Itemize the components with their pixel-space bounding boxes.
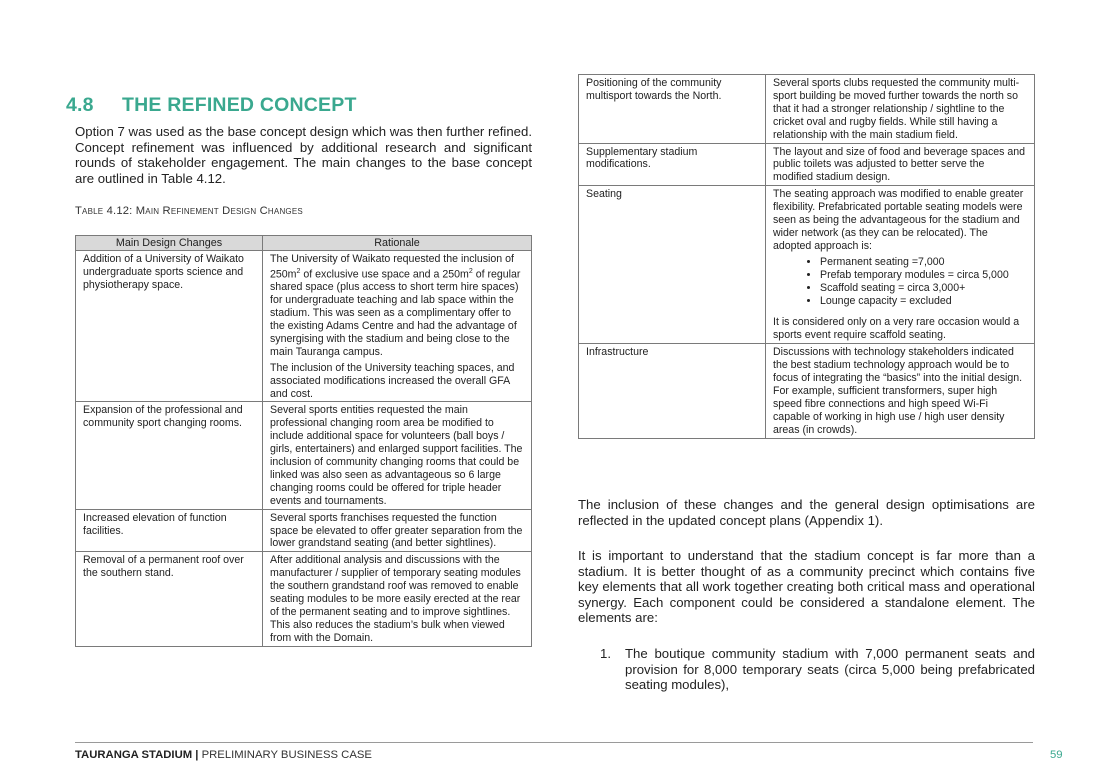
change-cell: Positioning of the community multisport towards the North. [579,75,766,144]
change-cell: Removal of a permanent roof over the southern stand. [76,552,263,646]
rationale-paragraph: The University of Waikato requested the inclusion of $250m^2$ of exclusive use space and a $250m^2$ of regular shared space (plus access to short term hire spaces) for undergraduate teaching and lab space within the stadium. This was seen as a complimentary offer to the existing Adams Centre and had the advantage of synergising with the stadium and being close to the main Tauranga campus. [270,252,521,358]
rationale-cell: Several sports franchises requested the function space be elevated to offer greater separation from the lower grandstand seating (and better sightlines). [263,509,532,552]
list-item [578,646,1035,693]
list-item-number: 1. [600,646,611,661]
footer-divider [75,742,1033,743]
body-paragraph: The inclusion of these changes and the general design optimisations are reflected in the updated concept plans (Appendix 1). [578,497,1035,528]
rationale-cell: The layout and size of food and beverage spaces and public toilets was adjusted to better serve the modified stadium design. [766,143,1035,186]
section-number: 4.8 [66,94,94,116]
design-changes-table [75,235,532,647]
table-caption: Table 4.12: Main Refinement Design Changes [75,205,303,217]
rationale-cell: After additional analysis and discussions with the manufacturer / supplier of temporary seating modules the southern grandstand roof was removed to enable seating modules to be more easily erected at the rear of the permanent seating and to improve sightlines. This also reduces the stadium’s bulk when viewed from with the Domain. [263,552,532,646]
elements-list [578,646,1035,693]
rationale-paragraph: It is considered only on a very rare occasion would a sports event require scaffold seating. [773,316,1020,342]
header-rationale: Rationale [263,236,532,251]
rationale-paragraph: The inclusion of the University teaching spaces, and associated modifications increased the overall GFA and cost. [270,361,515,400]
list-item-text: The boutique community stadium with 7,000 permanent seats and provision for 8,000 temporary seats (circa 5,000 being prefabricated seating modules), [625,646,1035,693]
footer-text: TAURANGA STADIUM | PRELIMINARY BUSINESS CASE [75,749,372,761]
rationale-paragraph: The seating approach was modified to enable greater flexibility. Prefabricated portable seating models were seen as being the advantageous for the stadium and wider network (as they can be relocated). The adopted approach is: [773,188,1024,252]
table-row [579,75,1035,144]
seating-bullet-list [773,256,1027,308]
change-cell: Expansion of the professional and community sport changing rooms. [76,402,263,509]
design-changes-table-continued [578,74,1035,439]
bullet-item: • Permanent seating =7,000 [820,256,1027,269]
section-title: THE REFINED CONCEPT [122,94,357,116]
table-row [76,250,532,402]
change-cell: Seating [579,186,766,344]
rationale-cell: Several sports entities requested the main professional changing room area be modified to include additional space for volunteers (ball boys / girls, entertainers) and enlarged support facilities. The inclusion of community changing rooms that could be linked was also seen as advantageous so 6 large changing rooms could be offered for triple header events and tournaments. [263,402,532,509]
change-cell: Addition of a University of Waikato undergraduate sports science and physiotherapy space. [76,250,263,402]
intro-paragraph: Option 7 was used as the base concept design which was then further refined. Concept refinement was influenced by additional research and significant rounds of stakeholder engagement. The main changes to the base concept are outlined in Table 4.12. [75,124,532,186]
change-cell: Increased elevation of function facilities. [76,509,263,552]
bullet-item: • Prefab temporary modules = circa 5,000 [820,269,1027,282]
rationale-cell [263,250,532,402]
section-heading [66,94,357,117]
page-number: 59 [1050,749,1063,761]
body-paragraph: It is important to understand that the stadium concept is far more than a stadium. It is better thought of as a community precinct which contains five key elements that all work together creating both critical mass and operational synergy. Each component could be considered a standalone element. The elements are: [578,548,1035,626]
rationale-cell: Several sports clubs requested the community multi-sport building be moved further towards the north so that it had a stronger relationship / sightline to the cricket oval and rugby fields. While still having a relationship with the main stadium field. [766,75,1035,144]
bullet-item: • Scaffold seating = circa 3,000+ [820,282,1027,295]
rationale-cell [766,186,1035,344]
table-header-row [76,236,532,251]
table-row [579,344,1035,438]
table-row [76,552,532,646]
change-cell: Supplementary stadium modifications. [579,143,766,186]
table-row [76,402,532,509]
change-cell: Infrastructure [579,344,766,438]
table-row [579,186,1035,344]
table-row [579,143,1035,186]
bullet-item: • Lounge capacity = excluded [820,295,1027,308]
header-main-design-changes: Main Design Changes [76,236,263,251]
table-row [76,509,532,552]
rationale-cell: Discussions with technology stakeholders indicated the best stadium technology approach would be to focus of integrating the “basics” into the initial design. For example, sufficient transformers, super high speed fibre connections and high speed Wi-Fi capable of working in high use / high user density areas (in crowds). [766,344,1035,438]
